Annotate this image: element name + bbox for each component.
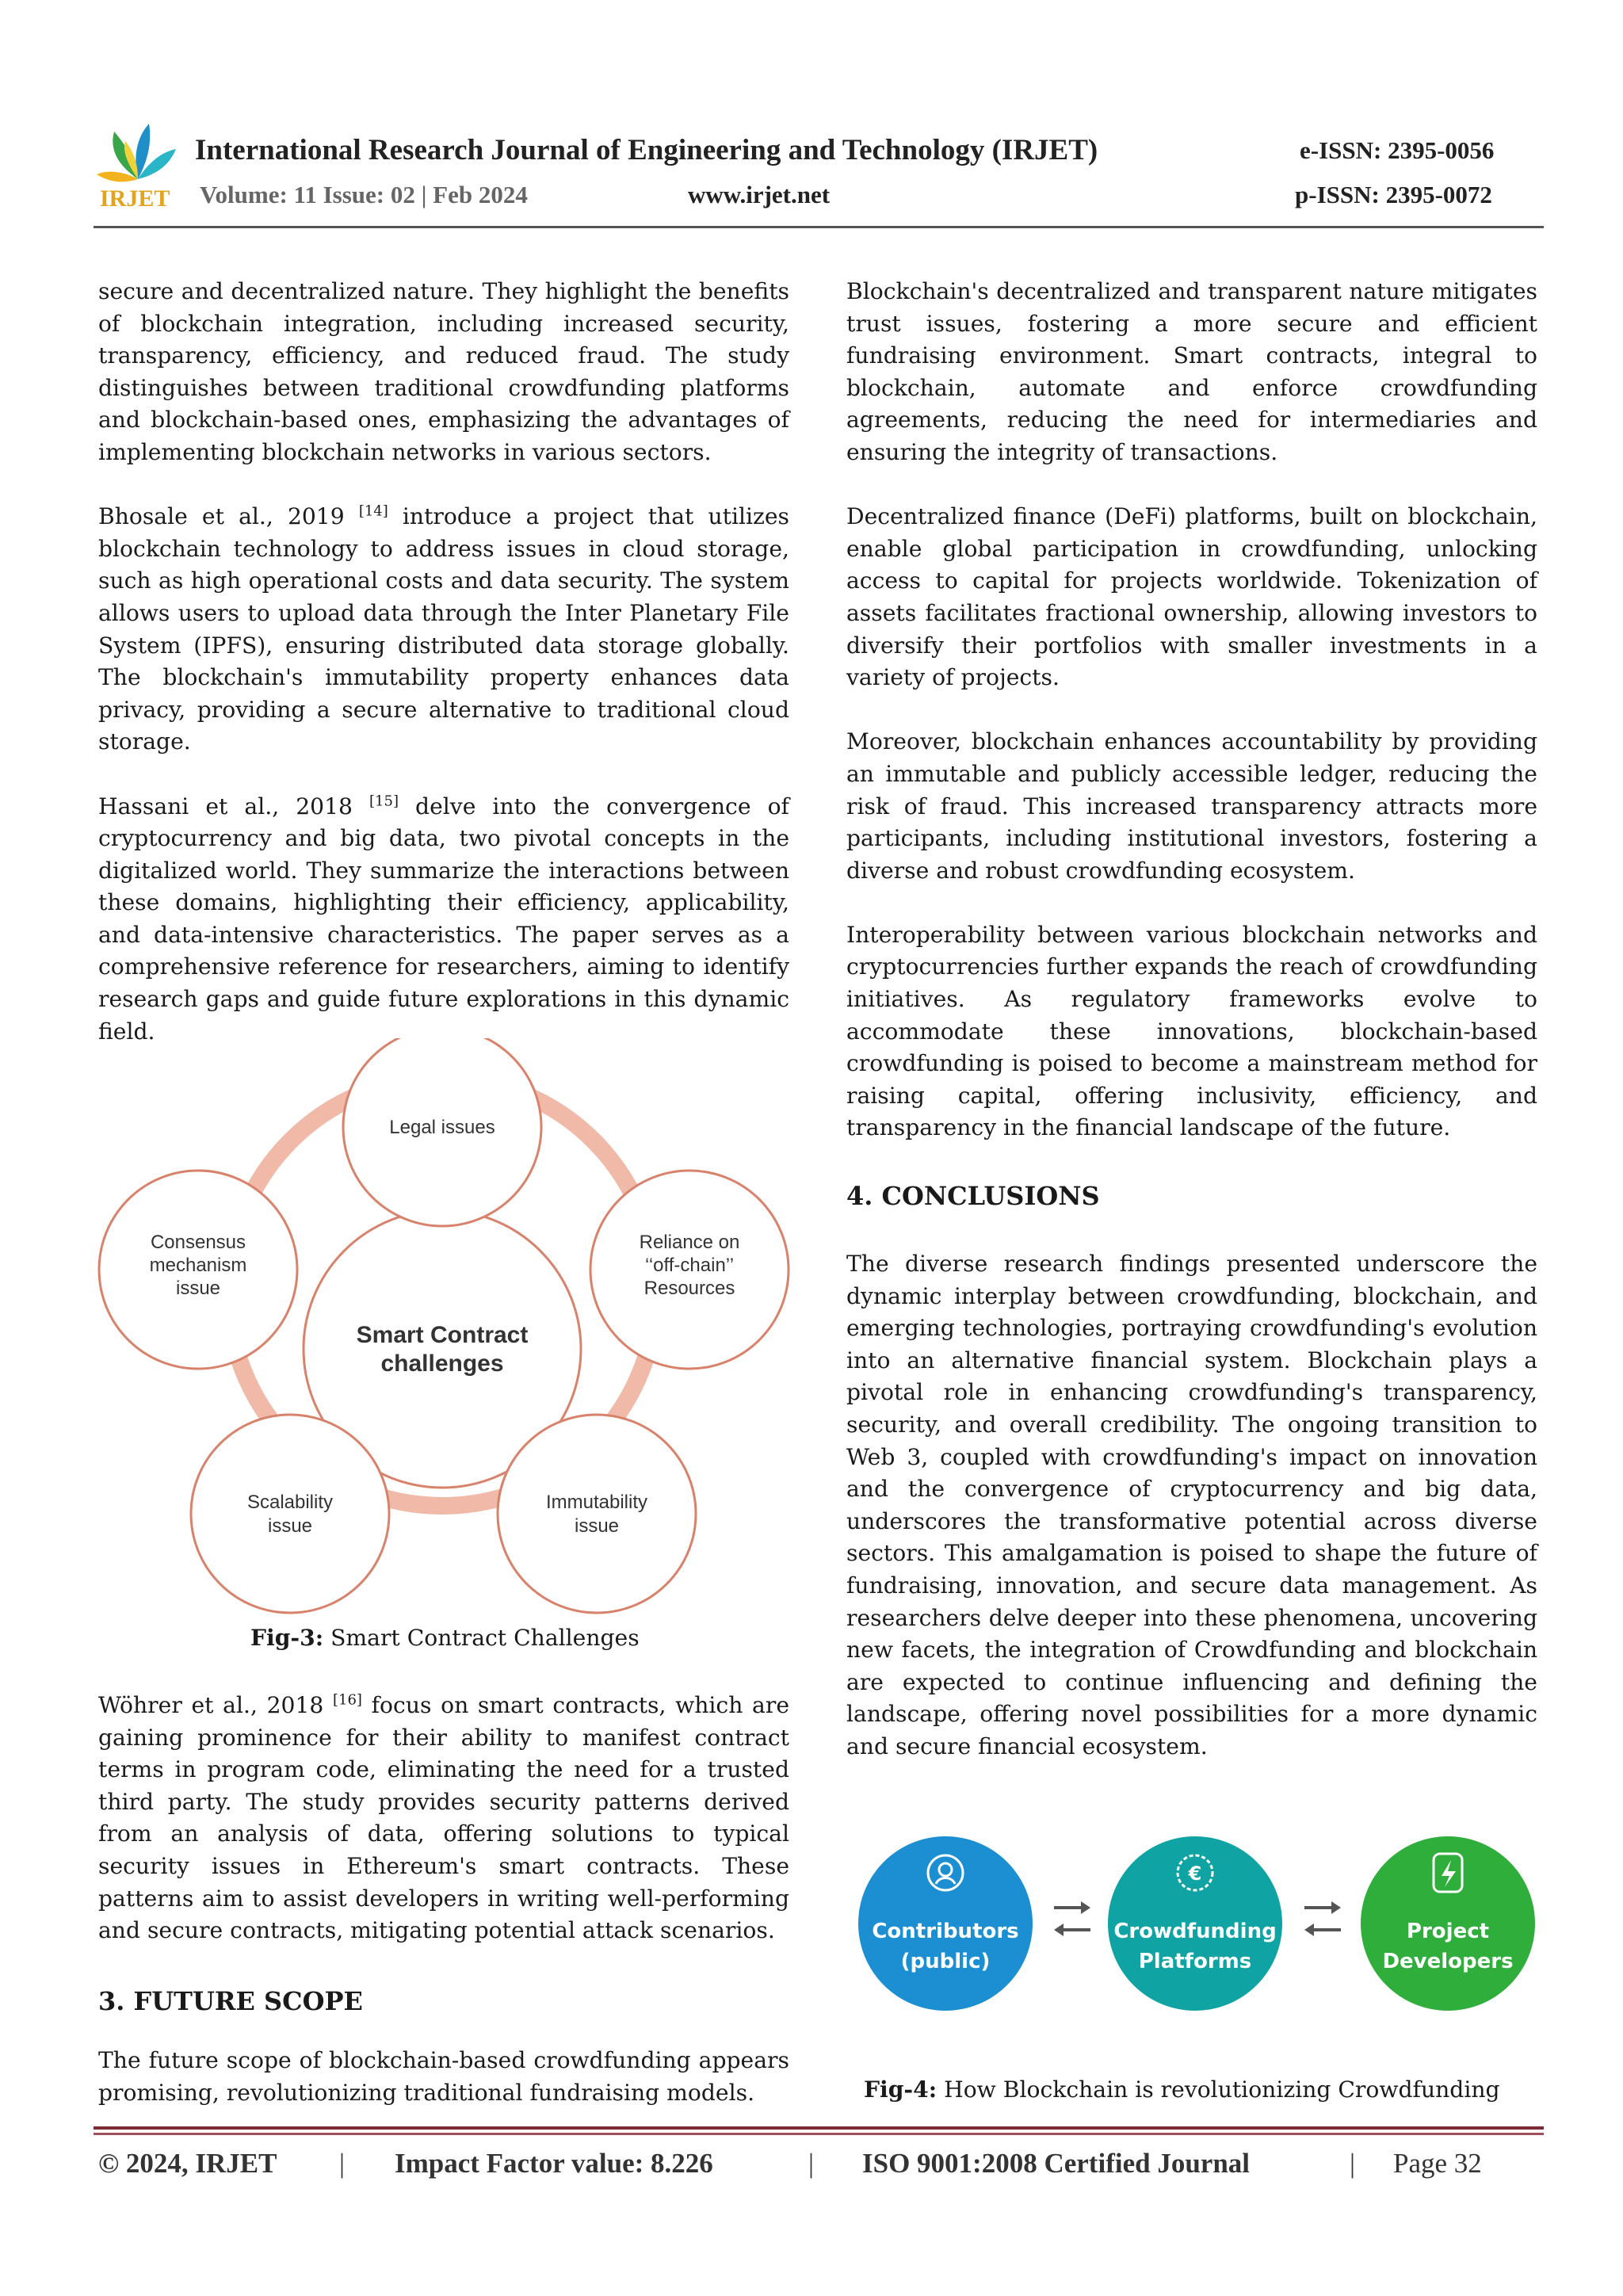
svg-text:Crowdfunding: Crowdfunding — [1113, 1920, 1277, 1943]
paragraph-future-scope: The future scope of blockchain-based crowdfunding appears promising, revolutionizing traditional fundraising models. — [98, 2047, 789, 2106]
paragraph-wohrer: Wöhrer et al., 2018 [16] focus on smart contracts, which are gaining prominence for their ability to manifest contract terms in program code, eliminating the need for a trusted third party. The study provides security patterns derived from an analysis of data, offering solutions to typical security issues in Ethereum's smart contracts. These patterns aim to assist developers in writing well-performing and secure contracts, mitigating potential attack scenarios. — [98, 1691, 789, 1944]
citation-ref[interactable]: [14] — [358, 502, 388, 520]
footer-separator: | — [339, 2148, 346, 2179]
fig4-node-platforms — [1108, 1836, 1282, 2011]
p-issn: p-ISSN: 2395-0072 — [1295, 181, 1492, 208]
right-column — [846, 276, 1537, 1144]
svg-text:Scalability: Scalability — [246, 1492, 334, 1513]
fig4-node-contributors — [858, 1836, 1033, 2011]
svg-text:issue: issue — [175, 1278, 221, 1299]
section-heading-future-scope: 3. FUTURE SCOPE — [98, 1986, 363, 2016]
fig4-caption: Fig-4: How Blockchain is revolutionizing Crowdfunding — [864, 2076, 1500, 2103]
journal-title: International Research Journal of Engineering and Technology (IRJET) — [195, 134, 1098, 166]
svg-text:Platforms: Platforms — [1138, 1950, 1252, 1973]
paragraph: Interoperability between various blockchain networks and cryptocurrencies further expands the reach of crowdfunding initiatives. As regulatory frameworks evolve to accommodate these innovations, blockchain-based crowdfunding is poised to become a mainstream method for raising capital, offering inclusivity, efficiency, and transparency in the financial landscape of the future. — [846, 921, 1537, 1141]
footer-page-number: Page 32 — [1393, 2148, 1482, 2179]
left-column-continued — [98, 1690, 789, 1947]
svg-text:Immutability: Immutability — [545, 1492, 648, 1513]
svg-text:mechanism: mechanism — [149, 1255, 247, 1276]
footer-separator: | — [808, 2148, 815, 2179]
svg-text:‘‘off-chain’’: ‘‘off-chain’’ — [644, 1255, 735, 1276]
footer-impact-factor: Impact Factor value: 8.226 — [395, 2148, 713, 2179]
journal-website[interactable]: www.irjet.net — [688, 181, 831, 208]
svg-text:Contributors: Contributors — [872, 1920, 1019, 1943]
footer-copyright: © 2024, IRJET — [98, 2148, 277, 2179]
footer-iso: ISO 9001:2008 Certified Journal — [862, 2148, 1251, 2179]
fig4-node-developers — [1361, 1836, 1535, 2011]
paragraph-conclusions: The diverse research findings presented underscore the dynamic interplay between crowdfunding, blockchain, and emerging technologies, portraying crowdfunding's evolution into an alternative financial system. Blockchain plays a pivotal role in enhancing crowdfunding's transparency, security, and overall credibility. The ongoing transition to Web 3, coupled with crowdfunding's impact on innovation and the convergence of cryptocurrency and big data, underscores the transformative potential across diverse sectors. This amalgamation is poised to shape the future of fundraising, innovation, and secure data management. As researchers delve deeper into these phenomena, uncovering new facets, the integration of Crowdfunding and blockchain are expected to continue influencing and defining the landscape, offering novel possibilities for a more dynamic and secure financial ecosystem. — [846, 1251, 1537, 1759]
fig3-node-legal — [343, 1038, 541, 1226]
paragraph-bhosale: Bhosale et al., 2019 [14] introduce a project that utilizes blockchain technology to address issues in cloud storage, such as high operational costs and data security. The system allows users to upload data through the Inter Planetary File System (IPFS), ensuring distributed data storage globally. The blockchain's immutability property enhances data privacy, providing a secure alternative to traditional cloud storage. — [98, 502, 789, 755]
svg-text:Smart Contract: Smart Contract — [356, 1322, 529, 1348]
fig3-node-reliance — [590, 1171, 789, 1369]
fig3-caption: Fig-3: Smart Contract Challenges — [250, 1625, 640, 1651]
fig4-arrows-1 — [1054, 1901, 1090, 1936]
section-heading-conclusions: 4. CONCLUSIONS — [846, 1181, 1100, 1211]
svg-text:Legal issues: Legal issues — [389, 1117, 495, 1138]
fig3-node-scalability — [191, 1415, 389, 1613]
svg-text:Project: Project — [1406, 1920, 1490, 1943]
e-issn: e-ISSN: 2395-0056 — [1300, 136, 1495, 164]
footer-divider — [94, 2126, 1544, 2130]
footer-divider-secondary — [94, 2133, 1544, 2135]
fig4-arrows-2 — [1304, 1901, 1341, 1936]
svg-text:Developers: Developers — [1382, 1950, 1514, 1973]
volume-issue: Volume: 11 Issue: 02 | Feb 2024 — [200, 181, 528, 208]
svg-text:Resources: Resources — [643, 1278, 735, 1299]
fig4-crowdfunding-diagram — [856, 1811, 1537, 2037]
citation-ref[interactable]: [16] — [333, 1691, 362, 1709]
paragraph: Moreover, blockchain enhances accountability by providing an immutable and publicly accessible ledger, reducing the risk of fraud. This increased transparency attracts more participants, including institutional investors, fostering a diverse and robust crowdfunding ecosystem. — [846, 728, 1537, 884]
left-column — [98, 276, 789, 1048]
svg-text:€: € — [1188, 1862, 1202, 1885]
footer-separator: | — [1350, 2148, 1356, 2179]
logo-leaves-icon — [97, 124, 176, 181]
irjet-logo — [94, 117, 182, 211]
svg-text:issue: issue — [267, 1515, 313, 1537]
citation-ref[interactable]: [15] — [369, 793, 399, 810]
svg-text:issue: issue — [574, 1515, 620, 1537]
paragraph: Decentralized finance (DeFi) platforms, built on blockchain, enable global participation in crowdfunding, unlocking access to capital for projects worldwide. Tokenization of assets facilitates fractional ownership, allowing investors to diversify their portfolios with smaller investments in a variety of projects. — [846, 503, 1537, 691]
fig3-smart-contract-diagram — [94, 1038, 791, 1617]
fig3-node-consensus — [99, 1171, 297, 1369]
header-divider — [94, 226, 1544, 228]
svg-text:Reliance on: Reliance on — [639, 1232, 740, 1253]
svg-text:Consensus: Consensus — [150, 1232, 246, 1253]
svg-text:challenges: challenges — [380, 1350, 504, 1377]
svg-text:IRJET: IRJET — [100, 185, 170, 211]
paragraph: Blockchain's decentralized and transparent nature mitigates trust issues, fostering a more secure and efficient fundraising environment. Smart contracts, integral to blockchain, automate and enforce crowdfunding agreements, reducing the need for intermediaries and ensuring the integrity of transactions. — [846, 278, 1537, 465]
svg-text:(public): (public) — [900, 1950, 991, 1973]
fig3-node-immutability — [498, 1415, 696, 1613]
paragraph: secure and decentralized nature. They highlight the benefits of blockchain integration, including increased security, transparency, efficiency, and reduced fraud. The study distinguishes between traditional crowdfunding platforms and blockchain-based ones, emphasizing the advantages of implementing blockchain networks in various sectors. — [98, 278, 789, 465]
paragraph-hassani: Hassani et al., 2018 [15] delve into the convergence of cryptocurrency and big data, two pivotal concepts in the digitalized world. They summarize the interactions between these domains, highlighting their efficiency, applicability, and data-intensive characteristics. The paper serves as a comprehensive reference for researchers, aiming to identify research gaps and guide future explorations in this dynamic field. — [98, 793, 789, 1045]
